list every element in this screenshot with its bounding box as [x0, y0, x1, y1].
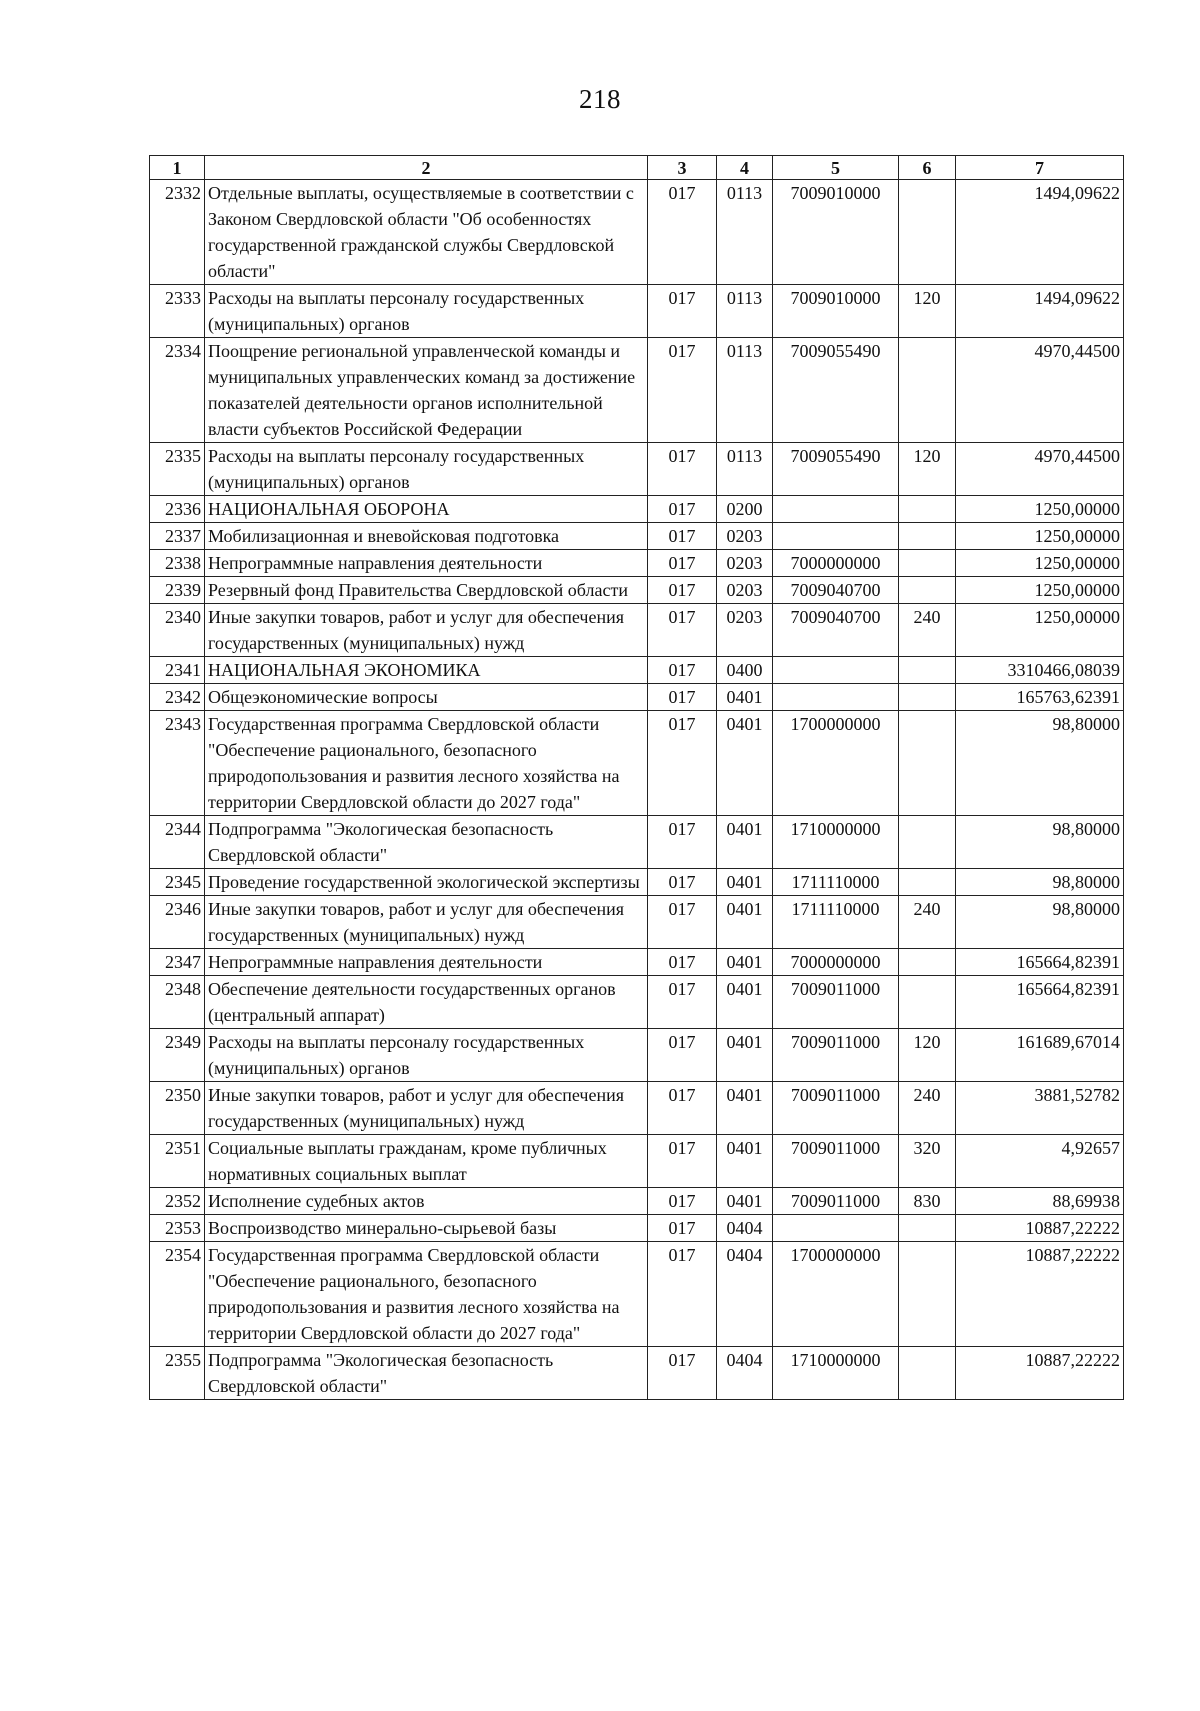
row-code-4: 0401: [717, 949, 773, 976]
row-code-4: 0404: [717, 1242, 773, 1347]
row-code-3: 017: [648, 338, 717, 443]
row-amount: 1494,09622: [956, 285, 1124, 338]
row-name: Обеспечение деятельности государственных органов (центральный аппарат): [205, 976, 648, 1029]
row-code-5: 7009055490: [773, 338, 899, 443]
row-name: Подпрограмма "Экологическая безопасность Свердловской области": [205, 816, 648, 869]
row-code-3: 017: [648, 496, 717, 523]
table-row: [150, 949, 1124, 976]
row-code-4: 0113: [717, 443, 773, 496]
row-code-5: 7009010000: [773, 285, 899, 338]
row-code-4: 0203: [717, 523, 773, 550]
row-code-3: 017: [648, 1242, 717, 1347]
row-code-3: 017: [648, 1029, 717, 1082]
row-amount: 98,80000: [956, 711, 1124, 816]
page-number: 218: [579, 84, 621, 114]
row-number: 2333: [150, 285, 205, 338]
row-number: 2342: [150, 684, 205, 711]
row-number: 2344: [150, 816, 205, 869]
row-amount: 161689,67014: [956, 1029, 1124, 1082]
row-number: 2354: [150, 1242, 205, 1347]
row-number: 2351: [150, 1135, 205, 1188]
row-number: 2334: [150, 338, 205, 443]
column-header: 5: [773, 156, 899, 180]
row-amount: 4970,44500: [956, 338, 1124, 443]
row-number: 2345: [150, 869, 205, 896]
row-code-5: 1710000000: [773, 816, 899, 869]
row-amount: 98,80000: [956, 869, 1124, 896]
row-code-5: 7000000000: [773, 550, 899, 577]
table-row: [150, 1347, 1124, 1400]
row-code-4: 0401: [717, 1029, 773, 1082]
row-name: Расходы на выплаты персоналу государственных (муниципальных) органов: [205, 1029, 648, 1082]
row-code-3: 017: [648, 896, 717, 949]
row-code-6: 320: [899, 1135, 956, 1188]
row-code-4: 0404: [717, 1347, 773, 1400]
row-code-3: 017: [648, 1215, 717, 1242]
row-number: 2337: [150, 523, 205, 550]
row-code-6: [899, 1242, 956, 1347]
row-code-6: [899, 711, 956, 816]
row-name: НАЦИОНАЛЬНАЯ ОБОРОНА: [205, 496, 648, 523]
row-amount: 3310466,08039: [956, 657, 1124, 684]
row-code-5: [773, 657, 899, 684]
row-name: Общеэкономические вопросы: [205, 684, 648, 711]
row-name: Расходы на выплаты персоналу государственных (муниципальных) органов: [205, 285, 648, 338]
row-code-5: 7009011000: [773, 1082, 899, 1135]
row-code-6: [899, 1215, 956, 1242]
row-amount: 1250,00000: [956, 577, 1124, 604]
row-amount: 4,92657: [956, 1135, 1124, 1188]
row-code-6: [899, 523, 956, 550]
row-number: 2355: [150, 1347, 205, 1400]
row-code-3: 017: [648, 684, 717, 711]
row-code-5: 7000000000: [773, 949, 899, 976]
row-name: Непрограммные направления деятельности: [205, 949, 648, 976]
row-code-4: 0401: [717, 1135, 773, 1188]
row-code-6: [899, 338, 956, 443]
row-code-3: 017: [648, 1135, 717, 1188]
row-number: 2341: [150, 657, 205, 684]
row-amount: 10887,22222: [956, 1215, 1124, 1242]
row-code-3: 017: [648, 1347, 717, 1400]
row-code-6: 240: [899, 1082, 956, 1135]
row-name: Подпрограмма "Экологическая безопасность Свердловской области": [205, 1347, 648, 1400]
table-row: [150, 869, 1124, 896]
row-code-4: 0401: [717, 896, 773, 949]
table-header-row: [150, 156, 1124, 180]
row-amount: 3881,52782: [956, 1082, 1124, 1135]
row-amount: 88,69938: [956, 1188, 1124, 1215]
row-name: Поощрение региональной управленческой команды и муниципальных управленческих команд за достижение показателей деятельности органов исполнительной власти субъектов Российской Федерации: [205, 338, 648, 443]
row-code-3: 017: [648, 180, 717, 285]
table-row: [150, 711, 1124, 816]
row-code-5: 1710000000: [773, 1347, 899, 1400]
row-code-5: 1700000000: [773, 711, 899, 816]
row-code-3: 017: [648, 550, 717, 577]
column-header: 1: [150, 156, 205, 180]
row-amount: 165664,82391: [956, 976, 1124, 1029]
row-code-3: 017: [648, 1188, 717, 1215]
row-code-3: 017: [648, 816, 717, 869]
row-code-4: 0113: [717, 180, 773, 285]
row-code-6: 120: [899, 1029, 956, 1082]
row-code-6: [899, 1347, 956, 1400]
row-amount: 165763,62391: [956, 684, 1124, 711]
table-row: [150, 1082, 1124, 1135]
row-code-3: 017: [648, 577, 717, 604]
row-code-3: 017: [648, 976, 717, 1029]
row-name: Социальные выплаты гражданам, кроме публичных нормативных социальных выплат: [205, 1135, 648, 1188]
row-number: 2347: [150, 949, 205, 976]
table-row: [150, 180, 1124, 285]
row-code-4: 0203: [717, 577, 773, 604]
table-row: [150, 443, 1124, 496]
row-code-5: 7009011000: [773, 976, 899, 1029]
row-code-6: [899, 949, 956, 976]
table-row: [150, 657, 1124, 684]
row-code-3: 017: [648, 657, 717, 684]
row-number: 2349: [150, 1029, 205, 1082]
row-code-4: 0203: [717, 550, 773, 577]
row-name: НАЦИОНАЛЬНАЯ ЭКОНОМИКА: [205, 657, 648, 684]
table-row: [150, 604, 1124, 657]
row-code-4: 0203: [717, 604, 773, 657]
row-code-5: 1700000000: [773, 1242, 899, 1347]
row-code-3: 017: [648, 869, 717, 896]
row-name: Мобилизационная и вневойсковая подготовка: [205, 523, 648, 550]
table-row: [150, 1135, 1124, 1188]
row-code-3: 017: [648, 949, 717, 976]
row-code-5: 7009010000: [773, 180, 899, 285]
row-code-6: [899, 976, 956, 1029]
row-code-6: 120: [899, 443, 956, 496]
row-code-6: [899, 577, 956, 604]
row-code-5: 7009011000: [773, 1135, 899, 1188]
table-row: [150, 976, 1124, 1029]
table-row: [150, 1188, 1124, 1215]
row-number: 2335: [150, 443, 205, 496]
row-amount: 10887,22222: [956, 1242, 1124, 1347]
row-code-6: 240: [899, 896, 956, 949]
row-name: Иные закупки товаров, работ и услуг для обеспечения государственных (муниципальных) нужд: [205, 604, 648, 657]
row-code-6: [899, 550, 956, 577]
row-code-6: [899, 180, 956, 285]
table-row: [150, 338, 1124, 443]
row-code-4: 0113: [717, 338, 773, 443]
row-code-4: 0400: [717, 657, 773, 684]
row-code-5: 1711110000: [773, 896, 899, 949]
row-number: 2332: [150, 180, 205, 285]
row-code-3: 017: [648, 285, 717, 338]
row-number: 2336: [150, 496, 205, 523]
row-code-6: [899, 684, 956, 711]
column-header: 7: [956, 156, 1124, 180]
column-header: 2: [205, 156, 648, 180]
table-row: [150, 577, 1124, 604]
row-code-5: 7009011000: [773, 1029, 899, 1082]
row-number: 2338: [150, 550, 205, 577]
row-name: Проведение государственной экологической экспертизы: [205, 869, 648, 896]
row-name: Государственная программа Свердловской области "Обеспечение рационального, безопасного природопользования и развития лесного хозяйства на территории Свердловской области до 2027 года": [205, 1242, 648, 1347]
row-number: 2343: [150, 711, 205, 816]
row-code-4: 0113: [717, 285, 773, 338]
table-row: [150, 496, 1124, 523]
table-row: [150, 816, 1124, 869]
row-amount: 10887,22222: [956, 1347, 1124, 1400]
row-code-3: 017: [648, 604, 717, 657]
row-code-4: 0401: [717, 816, 773, 869]
row-code-3: 017: [648, 443, 717, 496]
column-header: 6: [899, 156, 956, 180]
row-code-4: 0401: [717, 711, 773, 816]
row-name: Расходы на выплаты персоналу государственных (муниципальных) органов: [205, 443, 648, 496]
row-amount: 1250,00000: [956, 496, 1124, 523]
row-code-3: 017: [648, 1082, 717, 1135]
row-code-6: [899, 496, 956, 523]
table-row: [150, 1215, 1124, 1242]
row-code-4: 0401: [717, 1082, 773, 1135]
table-row: [150, 523, 1124, 550]
row-number: 2350: [150, 1082, 205, 1135]
row-code-6: 240: [899, 604, 956, 657]
row-name: Воспроизводство минерально-сырьевой базы: [205, 1215, 648, 1242]
row-amount: 4970,44500: [956, 443, 1124, 496]
row-code-5: 7009040700: [773, 577, 899, 604]
row-amount: 1250,00000: [956, 550, 1124, 577]
row-code-5: [773, 496, 899, 523]
row-code-5: [773, 684, 899, 711]
table-row: [150, 550, 1124, 577]
row-amount: 1250,00000: [956, 604, 1124, 657]
table-row: [150, 285, 1124, 338]
row-code-5: [773, 523, 899, 550]
row-number: 2353: [150, 1215, 205, 1242]
row-code-3: 017: [648, 523, 717, 550]
row-name: Непрограммные направления деятельности: [205, 550, 648, 577]
row-code-4: 0401: [717, 976, 773, 1029]
row-code-6: [899, 816, 956, 869]
row-number: 2348: [150, 976, 205, 1029]
row-code-5: 7009055490: [773, 443, 899, 496]
row-number: 2352: [150, 1188, 205, 1215]
table-body: [150, 180, 1124, 1400]
row-amount: 98,80000: [956, 896, 1124, 949]
row-name: Исполнение судебных актов: [205, 1188, 648, 1215]
row-name: Иные закупки товаров, работ и услуг для обеспечения государственных (муниципальных) нужд: [205, 896, 648, 949]
row-amount: 1494,09622: [956, 180, 1124, 285]
table-row: [150, 1242, 1124, 1347]
row-number: 2346: [150, 896, 205, 949]
row-code-3: 017: [648, 711, 717, 816]
row-code-4: 0200: [717, 496, 773, 523]
budget-table: [149, 155, 1124, 1400]
table-row: [150, 896, 1124, 949]
row-code-5: 1711110000: [773, 869, 899, 896]
row-code-6: 830: [899, 1188, 956, 1215]
row-code-5: [773, 1215, 899, 1242]
table-row: [150, 684, 1124, 711]
row-amount: 165664,82391: [956, 949, 1124, 976]
row-code-6: 120: [899, 285, 956, 338]
row-name: Государственная программа Свердловской области "Обеспечение рационального, безопасного природопользования и развития лесного хозяйства на территории Свердловской области до 2027 года": [205, 711, 648, 816]
row-code-6: [899, 869, 956, 896]
row-name: Резервный фонд Правительства Свердловской области: [205, 577, 648, 604]
row-code-4: 0401: [717, 1188, 773, 1215]
row-number: 2339: [150, 577, 205, 604]
row-code-5: 7009040700: [773, 604, 899, 657]
row-amount: 1250,00000: [956, 523, 1124, 550]
row-code-4: 0401: [717, 869, 773, 896]
row-name: Отдельные выплаты, осуществляемые в соответствии с Законом Свердловской области "Об особенностях государственной гражданской службы Свердловской области": [205, 180, 648, 285]
row-code-4: 0401: [717, 684, 773, 711]
row-number: 2340: [150, 604, 205, 657]
column-header: 4: [717, 156, 773, 180]
row-code-5: 7009011000: [773, 1188, 899, 1215]
row-amount: 98,80000: [956, 816, 1124, 869]
row-name: Иные закупки товаров, работ и услуг для обеспечения государственных (муниципальных) нужд: [205, 1082, 648, 1135]
row-code-6: [899, 657, 956, 684]
table-row: [150, 1029, 1124, 1082]
column-header: 3: [648, 156, 717, 180]
row-code-4: 0404: [717, 1215, 773, 1242]
